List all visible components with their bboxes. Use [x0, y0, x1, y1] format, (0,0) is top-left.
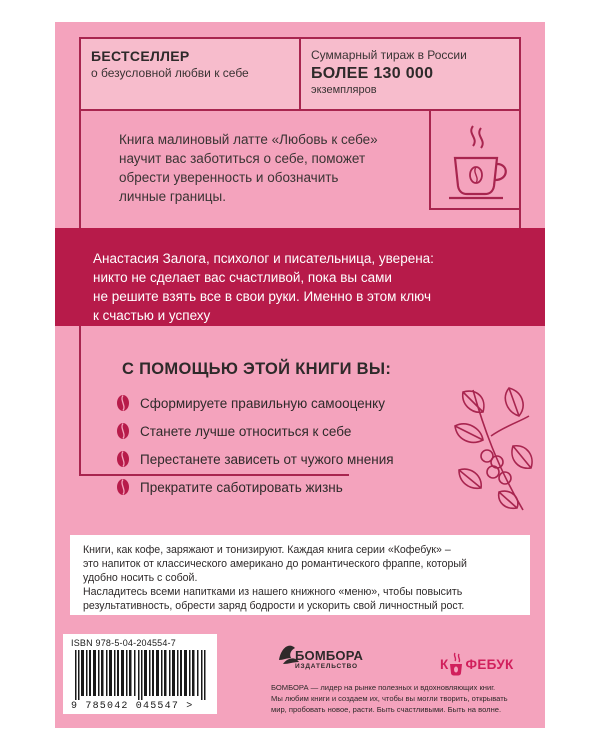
book-back-cover: [55, 22, 545, 728]
circulation-number: БОЛЕЕ 130 000: [311, 65, 434, 82]
publisher-desc-line: мир, пробовать новое, расти. Быть счастливыми. Быть на волне.: [271, 705, 502, 714]
publisher-desc-line: Мы любим книги и создаем их, чтобы вы могли творить, открывать: [271, 694, 508, 703]
intro-line: Книга малиновый латте «Любовь к себе»: [119, 132, 378, 147]
frame-cup-bottom: [429, 208, 521, 210]
isbn-text: ISBN 978-5-04-204554-7: [71, 638, 176, 648]
benefits-list: [116, 390, 394, 502]
bestseller-title: БЕСТСЕЛЛЕР: [91, 48, 190, 64]
intro-line: личные границы.: [119, 189, 226, 204]
coffee-cup-icon: [447, 120, 509, 202]
coffee-bean-icon: [116, 450, 130, 468]
series-description: [70, 535, 530, 615]
benefit-text: Перестанете зависеть от чужого мнения: [140, 451, 394, 467]
top-info-box: [79, 37, 521, 111]
frame-lower-left-line: [79, 326, 81, 476]
intro-line: обрести уверенность и обозначить: [119, 170, 339, 185]
list-item: [116, 390, 394, 416]
band-line: Анастасия Залога, психолог и писательница, уверена:: [93, 251, 434, 266]
cup-logo-icon: [449, 652, 465, 676]
bestseller-block: [81, 39, 299, 109]
band-line: к счастью и успеху: [93, 308, 211, 323]
note-line: результативность, обрести заряд бодрости и ускорить свой личностный рост.: [83, 600, 465, 612]
band-line: не решите взять все в свои руки. Именно в этом ключ: [93, 289, 432, 304]
coffee-branch-icon: [453, 386, 535, 514]
author-quote-band: [55, 228, 545, 326]
frame-cup-divider: [429, 111, 431, 210]
note-line: это напиток от классического американо до романтического фраппе, который: [83, 558, 467, 570]
circulation-unit: экземпляров: [311, 84, 377, 96]
list-item: [116, 446, 394, 472]
circulation-label: Суммарный тираж в России: [311, 48, 467, 62]
barcode-block: [63, 634, 217, 714]
band-line: никто не сделает вас счастливой, пока вы сами: [93, 270, 392, 285]
intro-line: научит вас заботиться о себе, поможет: [119, 151, 366, 166]
barcode-digits: 9 785042 045547 >: [71, 701, 194, 712]
note-line: удобно носить с собой.: [83, 572, 198, 584]
coffee-bean-icon: [116, 394, 130, 412]
benefit-text: Сформируете правильную самооценку: [140, 395, 385, 411]
publisher-name: БОМБОРА: [295, 648, 364, 663]
kofebuk-initial: К: [440, 656, 449, 672]
benefits-heading: С ПОМОЩЬЮ ЭТОЙ КНИГИ ВЫ:: [122, 360, 392, 378]
note-line: Насладитесь всеми напитками из нашего книжного «меню», чтобы повысить: [83, 586, 463, 598]
circulation-block: [299, 39, 519, 109]
list-item: [116, 418, 394, 444]
note-line: Книги, как кофе, заряжают и тонизируют. Каждая книга серии «Кофебук» –: [83, 544, 451, 556]
publisher-desc-line: БОМБОРА — лидер на рынке полезных и вдохновляющих книг.: [271, 683, 496, 692]
bestseller-subtitle: о безусловной любви к себе: [91, 66, 249, 80]
list-item: [116, 474, 394, 500]
barcode-icon: [71, 650, 209, 700]
intro-text: [119, 130, 419, 206]
publisher-tag: ИЗДАТЕЛЬСТВО: [295, 663, 358, 670]
benefit-text: Прекратите саботировать жизнь: [140, 479, 343, 495]
publisher-description: [271, 682, 539, 715]
kofebuk-logo: [440, 652, 514, 676]
frame-left-line: [79, 111, 81, 228]
coffee-bean-icon: [116, 478, 130, 496]
benefit-text: Станете лучше относиться к себе: [140, 423, 352, 439]
frame-right-line: [519, 111, 521, 228]
kofebuk-wordmark: ФЕБУК: [465, 656, 514, 672]
coffee-bean-icon: [116, 422, 130, 440]
